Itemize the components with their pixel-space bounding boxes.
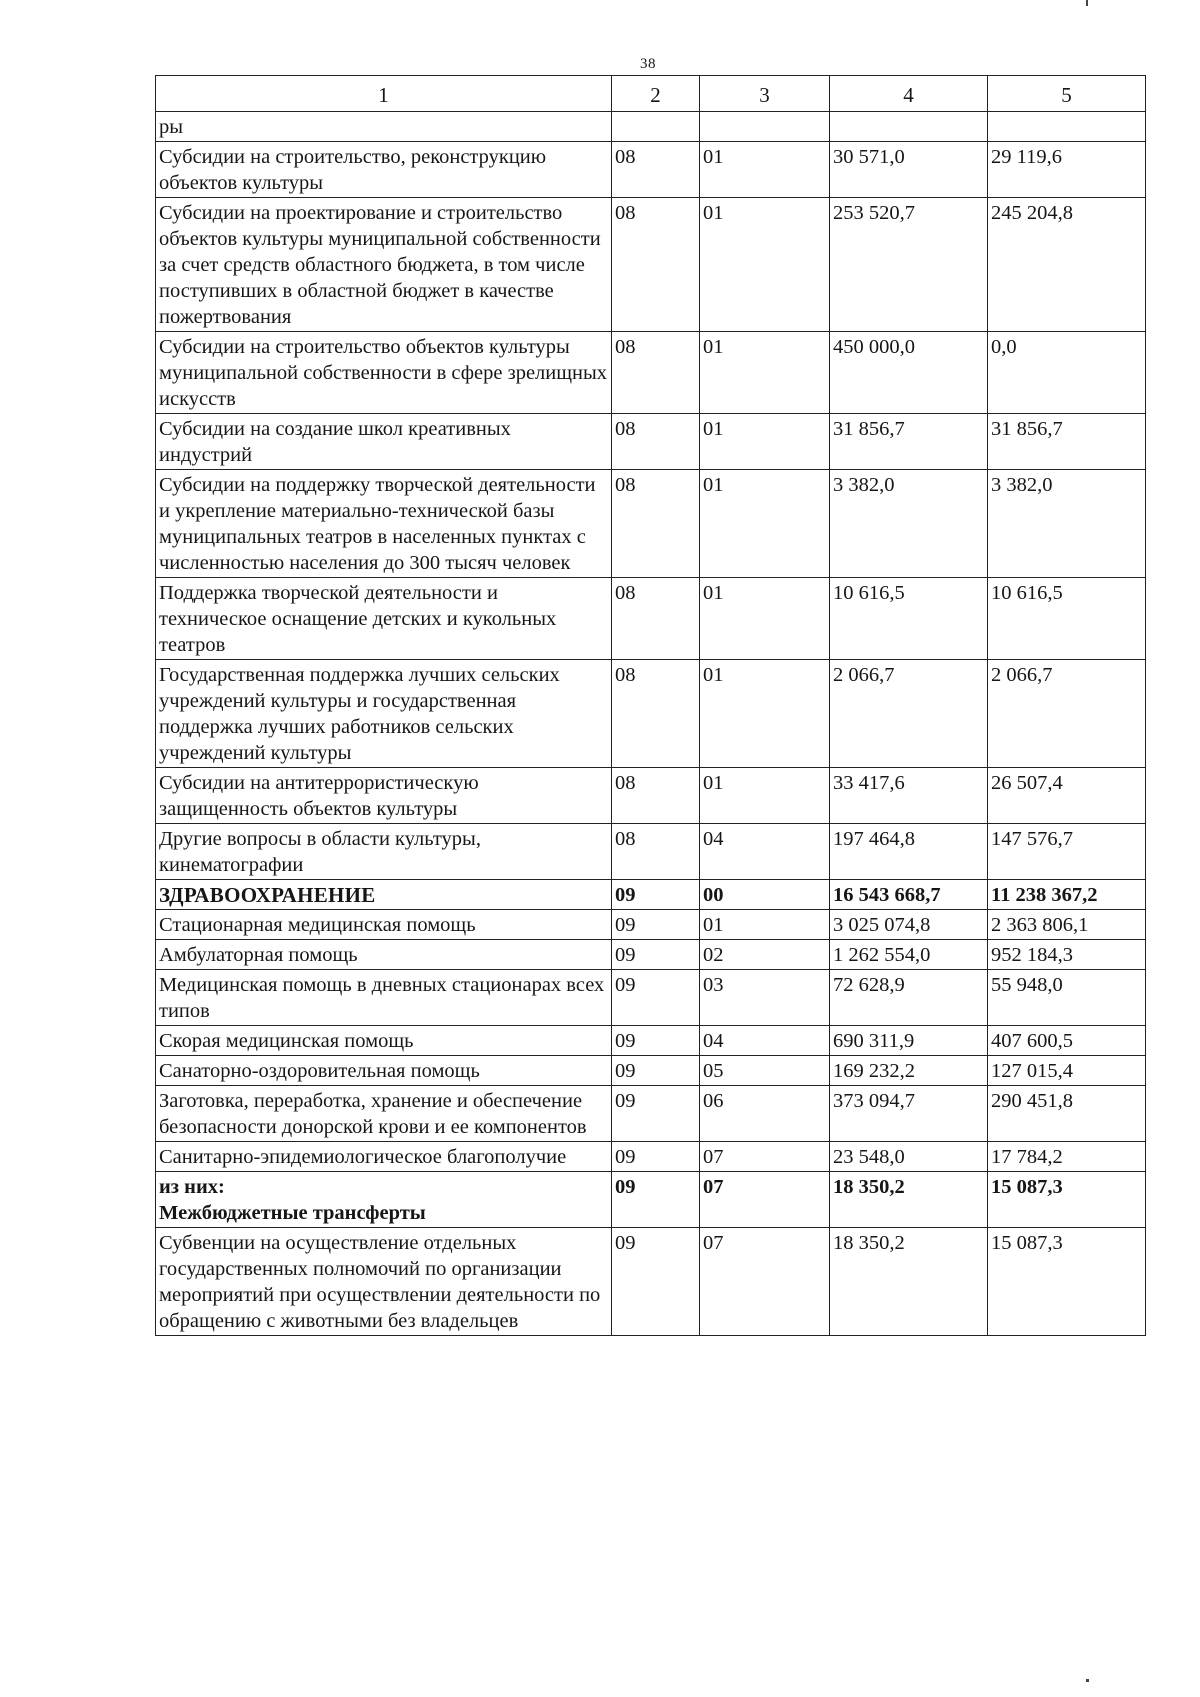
row-subsection: 04: [700, 824, 830, 880]
row-value-4: 450 000,0: [830, 332, 988, 414]
row-value-5: 17 784,2: [988, 1142, 1146, 1172]
row-value-4: 23 548,0: [830, 1142, 988, 1172]
row-name: Амбулаторная помощь: [156, 940, 612, 970]
row-name: Стационарная медицинская помощь: [156, 910, 612, 940]
table-row: [156, 1228, 1146, 1336]
row-value-5: 10 616,5: [988, 578, 1146, 660]
row-section: 09: [612, 1142, 700, 1172]
row-section: 08: [612, 142, 700, 198]
row-value-4: 169 232,2: [830, 1056, 988, 1086]
row-subsection: 07: [700, 1142, 830, 1172]
table-row: [156, 198, 1146, 332]
row-name: ры: [156, 112, 612, 142]
row-subsection: 01: [700, 578, 830, 660]
row-section: 09: [612, 940, 700, 970]
row-subsection: 07: [700, 1172, 830, 1228]
row-section: 08: [612, 578, 700, 660]
header-cell: 1: [156, 76, 612, 112]
table-row: [156, 578, 1146, 660]
row-name: ЗДРАВООХРАНЕНИЕ: [156, 880, 612, 910]
row-value-4: 18 350,2: [830, 1172, 988, 1228]
row-subsection: 03: [700, 970, 830, 1026]
row-section: 09: [612, 910, 700, 940]
row-section: 09: [612, 1086, 700, 1142]
row-value-5: 31 856,7: [988, 414, 1146, 470]
row-value-4: 10 616,5: [830, 578, 988, 660]
row-name: Субсидии на создание школ креативных индустрий: [156, 414, 612, 470]
row-value-4: 253 520,7: [830, 198, 988, 332]
row-subsection: [700, 112, 830, 142]
row-name: Субсидии на проектирование и строительство объектов культуры муниципальной собственности за счет средств областного бюджета, в том числе поступивших в областной бюджет в качестве пожертвования: [156, 198, 612, 332]
row-subsection: 04: [700, 1026, 830, 1056]
row-value-5: 127 015,4: [988, 1056, 1146, 1086]
row-subsection: 01: [700, 470, 830, 578]
row-subsection: 05: [700, 1056, 830, 1086]
row-value-5: 26 507,4: [988, 768, 1146, 824]
table-row: [156, 824, 1146, 880]
table-row: [156, 1142, 1146, 1172]
table-row: [156, 470, 1146, 578]
row-section: 08: [612, 470, 700, 578]
row-section: 09: [612, 880, 700, 910]
row-section: 08: [612, 660, 700, 768]
row-value-5: 952 184,3: [988, 940, 1146, 970]
table-row: [156, 660, 1146, 768]
row-name: Субсидии на строительство, реконструкцию объектов культуры: [156, 142, 612, 198]
row-name: Заготовка, переработка, хранение и обеспечение безопасности донорской крови и ее компонентов: [156, 1086, 612, 1142]
row-value-4: 72 628,9: [830, 970, 988, 1026]
row-section: 09: [612, 970, 700, 1026]
row-value-5: 3 382,0: [988, 470, 1146, 578]
row-value-5: 407 600,5: [988, 1026, 1146, 1056]
row-value-4: 33 417,6: [830, 768, 988, 824]
row-section: 09: [612, 1026, 700, 1056]
row-name: Медицинская помощь в дневных стационарах всех типов: [156, 970, 612, 1026]
row-value-5: 15 087,3: [988, 1228, 1146, 1336]
row-name-prefix: из них:: [159, 1176, 225, 1198]
table-row: [156, 1086, 1146, 1142]
row-subsection: 01: [700, 910, 830, 940]
row-value-5: 290 451,8: [988, 1086, 1146, 1142]
row-name: Субвенции на осуществление отдельных государственных полномочий по организации мероприятий при осуществлении деятельности по обращению с животными без владельцев: [156, 1228, 612, 1336]
row-value-4: 30 571,0: [830, 142, 988, 198]
row-value-4: 2 066,7: [830, 660, 988, 768]
row-subsection: 07: [700, 1228, 830, 1336]
row-value-4: 1 262 554,0: [830, 940, 988, 970]
scan-mark: [1086, 1679, 1089, 1682]
row-value-5: 11 238 367,2: [988, 880, 1146, 910]
row-section: 08: [612, 332, 700, 414]
table-row: [156, 1056, 1146, 1086]
row-value-4: [830, 112, 988, 142]
row-section: 08: [612, 824, 700, 880]
row-value-5: 15 087,3: [988, 1172, 1146, 1228]
row-name: Санаторно-оздоровительная помощь: [156, 1056, 612, 1086]
row-value-5: 245 204,8: [988, 198, 1146, 332]
row-subsection: 01: [700, 660, 830, 768]
table-row: [156, 332, 1146, 414]
table-row-section-total: [156, 880, 1146, 910]
table-row: [156, 414, 1146, 470]
header-cell: 2: [612, 76, 700, 112]
table-row: [156, 1026, 1146, 1056]
row-value-4: 373 094,7: [830, 1086, 988, 1142]
row-name: Субсидии на антитеррористическую защищенность объектов культуры: [156, 768, 612, 824]
table-row-subtotal: [156, 1172, 1146, 1228]
row-subsection: 01: [700, 142, 830, 198]
row-name: Субсидии на строительство объектов культуры муниципальной собственности в сфере зрелищных искусств: [156, 332, 612, 414]
row-value-5: 2 066,7: [988, 660, 1146, 768]
row-value-5: 55 948,0: [988, 970, 1146, 1026]
row-section: 09: [612, 1056, 700, 1086]
budget-table: [155, 75, 1146, 1336]
row-value-5: 147 576,7: [988, 824, 1146, 880]
row-name: Скорая медицинская помощь: [156, 1026, 612, 1056]
row-section: 08: [612, 414, 700, 470]
row-subsection: 01: [700, 332, 830, 414]
row-value-4: 18 350,2: [830, 1228, 988, 1336]
row-value-4: 3 382,0: [830, 470, 988, 578]
row-section: 09: [612, 1228, 700, 1336]
header-cell: 4: [830, 76, 988, 112]
table-row: [156, 142, 1146, 198]
row-subsection: 01: [700, 198, 830, 332]
scan-mark: [1086, 0, 1088, 6]
table-header-row: [156, 76, 1146, 112]
row-value-4: 16 543 668,7: [830, 880, 988, 910]
row-value-5: 29 119,6: [988, 142, 1146, 198]
row-name: Поддержка творческой деятельности и техническое оснащение детских и кукольных театров: [156, 578, 612, 660]
row-name: Другие вопросы в области культуры, кинематографии: [156, 824, 612, 880]
row-subsection: 02: [700, 940, 830, 970]
table-row: [156, 970, 1146, 1026]
row-subsection: 01: [700, 768, 830, 824]
row-section: 08: [612, 198, 700, 332]
row-value-5: 2 363 806,1: [988, 910, 1146, 940]
header-cell: 3: [700, 76, 830, 112]
row-value-5: 0,0: [988, 332, 1146, 414]
table-row: [156, 768, 1146, 824]
row-section: [612, 112, 700, 142]
row-name: Субсидии на поддержку творческой деятельности и укрепление материально-технической базы муниципальных театров в населенных пунктах с численностью населения до 300 тысяч человек: [156, 470, 612, 578]
row-name: Санитарно-эпидемиологическое благополучие: [156, 1142, 612, 1172]
table-row: [156, 910, 1146, 940]
row-value-4: 690 311,9: [830, 1026, 988, 1056]
row-name: [156, 1172, 612, 1228]
table-row: [156, 112, 1146, 142]
row-name: Государственная поддержка лучших сельских учреждений культуры и государственная поддержка лучших работников сельских учреждений культуры: [156, 660, 612, 768]
row-value-4: 3 025 074,8: [830, 910, 988, 940]
row-section: 08: [612, 768, 700, 824]
row-subsection: 01: [700, 414, 830, 470]
row-value-5: [988, 112, 1146, 142]
table-row: [156, 940, 1146, 970]
row-name-title: Межбюджетные трансферты: [159, 1202, 426, 1224]
page-number: 38: [640, 56, 656, 72]
row-subsection: 06: [700, 1086, 830, 1142]
row-value-4: 197 464,8: [830, 824, 988, 880]
row-value-4: 31 856,7: [830, 414, 988, 470]
row-section: 09: [612, 1172, 700, 1228]
header-cell: 5: [988, 76, 1146, 112]
row-subsection: 00: [700, 880, 830, 910]
